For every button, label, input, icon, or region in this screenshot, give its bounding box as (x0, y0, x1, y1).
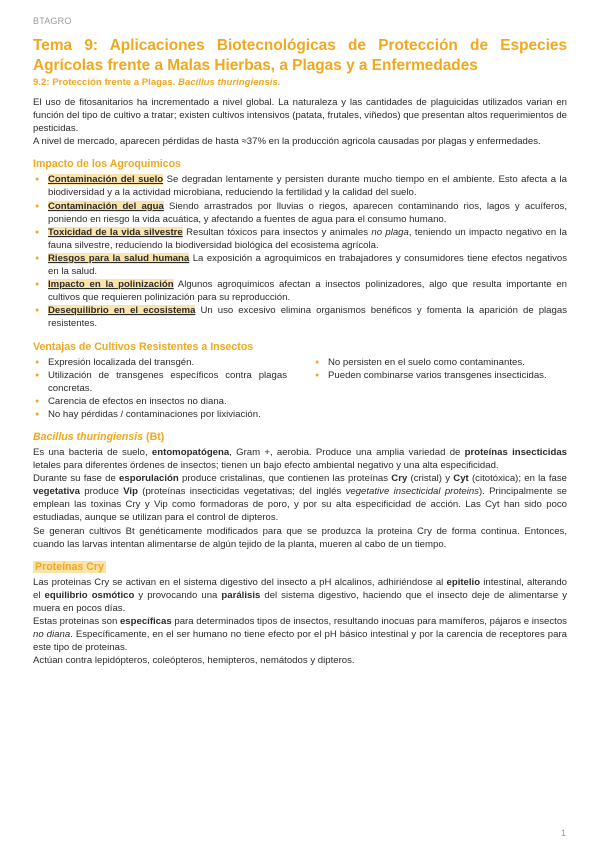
list-item: ● Contaminación del agua Siendo arrastrados por lluvias o riegos, aparecen contaminando rios, lagos y acuíferos, poniendo en riesgo la vida acuática, y afectando a fuentes de agua para el consumo humano. (33, 200, 567, 226)
bt-heading: Bacillus thuringiensis (Bt) (33, 430, 165, 443)
list-item: ● No hay pérdidas / contaminaciones por lixiviación. (33, 408, 287, 421)
intro-paragraph-2: A nivel de mercado, aparecen pérdidas de hasta ≈37% en la producción agricola causadas por plagas y enfermedades. (33, 136, 541, 148)
list-item: ● Impacto en la polinización Algunos agroquimicos afectan a insectos polinizadores, algo que resulta importante en cultivos que requieren polinización para su reproducción. (33, 278, 567, 304)
page-title: Tema 9: Aplicaciones Biotecnológicas de Protección de Especies Agrícolas frente a Malas Hierbas, a Plagas y a Enfermedades (33, 37, 567, 74)
ventajas-heading: Ventajas de Cultivos Resistentes a Insectos (33, 340, 254, 353)
cry-paragraph-1: Las proteinas Cry se activan en el sistema digestivo del insecto a pH alcalinos, adhiriéndose al epitelio intestinal, alterando el equilibrio osmótico y provocando una parálisis del sistema digestivo, haciendo que el insecto deje de alimentarse y muera en pocos días. (33, 576, 567, 614)
ventajas-list-right (313, 356, 567, 421)
cry-paragraph-2: Estas proteinas son específicas para determinados tipos de insectos, resultando inocuas para mamíferos, pájaros e insectos no diana. Específicamente, en el ser humano no tiene efecto por el pH básico intestinal y por la carencia de receptores para este tipo de proteinas. (33, 616, 568, 654)
list-item: ● Desequilibrio en el ecosistema Un uso excesivo elimina organismos benéficos y fomenta la aparición de plagas resistentes. (33, 304, 567, 330)
cry-paragraph-3: Actúan contra lepidópteros, coleópteros, hemipteros, nemátodos y dipteros. (33, 655, 355, 667)
section-subtitle: 9.2: Protección frente a Plagas. Bacillus thuringiensis. (33, 77, 281, 88)
ventajas-columns (33, 356, 567, 421)
list-item: ● Contaminación del suelo Se degradan lentamente y persisten durante mucho tiempo en el ambiente. Esto afecta a la biodiversidad y a la actividad microbiana, reduciendo la fertilidad y la calidad del suelo. (33, 173, 567, 199)
list-item: ● Riesgos para la salud humana La exposición a agroquimicos en trabajadores y consumidores tiene efectos negativos en la salud. (33, 252, 567, 278)
impacto-heading: Impacto de los Agroquimicos (33, 158, 181, 171)
list-item: ● Toxicidad de la vida silvestre Resultan tóxicos para insectos y animales no plaga, teniendo un impacto negativo en la fauna silvestre, reduciendo la biodiversidad biológica del ecosistema agrícola. (33, 226, 567, 252)
running-header: BTAGRO (33, 16, 72, 26)
list-item: ● Expresión localizada del transgén. (33, 356, 287, 369)
ventajas-list-left (33, 356, 287, 421)
list-item: ● Utilización de transgenes específicos contra plagas concretas. (33, 369, 287, 395)
bt-paragraph-3: Se generan cultivos Bt genéticamente modificados para que se produzca la proteina Cry de forma continua. Entonces, cuando las larvas intentan alimentarse de algún tejido de la planta, mueren al cabo de un tiempo. (33, 525, 567, 550)
list-item: ● No persisten en el suelo como contaminantes. (313, 356, 567, 369)
cry-heading: Proteínas Cry (35, 560, 104, 573)
bt-paragraph-1: Es una bacteria de suelo, entomopatógena, Gram +, aerobia. Produce una amplia variedad de proteínas insecticidas letales para diferentes órdenes de insectos; tienen un bajo efecto ambiental negativo y una alta especificidad. (33, 446, 567, 472)
bt-paragraph-2: Durante su fase de esporulación produce cristalinas, que contienen las proteínas Cry (cristal) y Cyt (citotóxica); en la fase vegetativa produce Vip (proteínas insecticidas vegetativas; del inglés vegetative insecticidal proteins). Principalmente se emplean las toxinas Cry y Vip como formadoras de poro, y por su alta especificidad de acción. Las Cyt han sido poco estudiadas, aunque se utilizan para el control de dipteros. (33, 473, 568, 524)
list-item: ● Carencia de efectos en insectos no diana. (33, 395, 287, 408)
impacto-list (33, 173, 567, 330)
page-number: 1 (560, 828, 566, 838)
intro-paragraph-1: El uso de fitosanitarios ha incrementado a nivel global. La naturaleza y las cantidades de plaguicidas utilizados varian en función del tipo de cultivo a tratar; existen cultivos intensivos (patata, frutales, viñedos) que presentan altos requerimientos de pesticidas. (33, 97, 567, 135)
list-item: ● Pueden combinarse varios transgenes insecticidas. (313, 369, 567, 382)
